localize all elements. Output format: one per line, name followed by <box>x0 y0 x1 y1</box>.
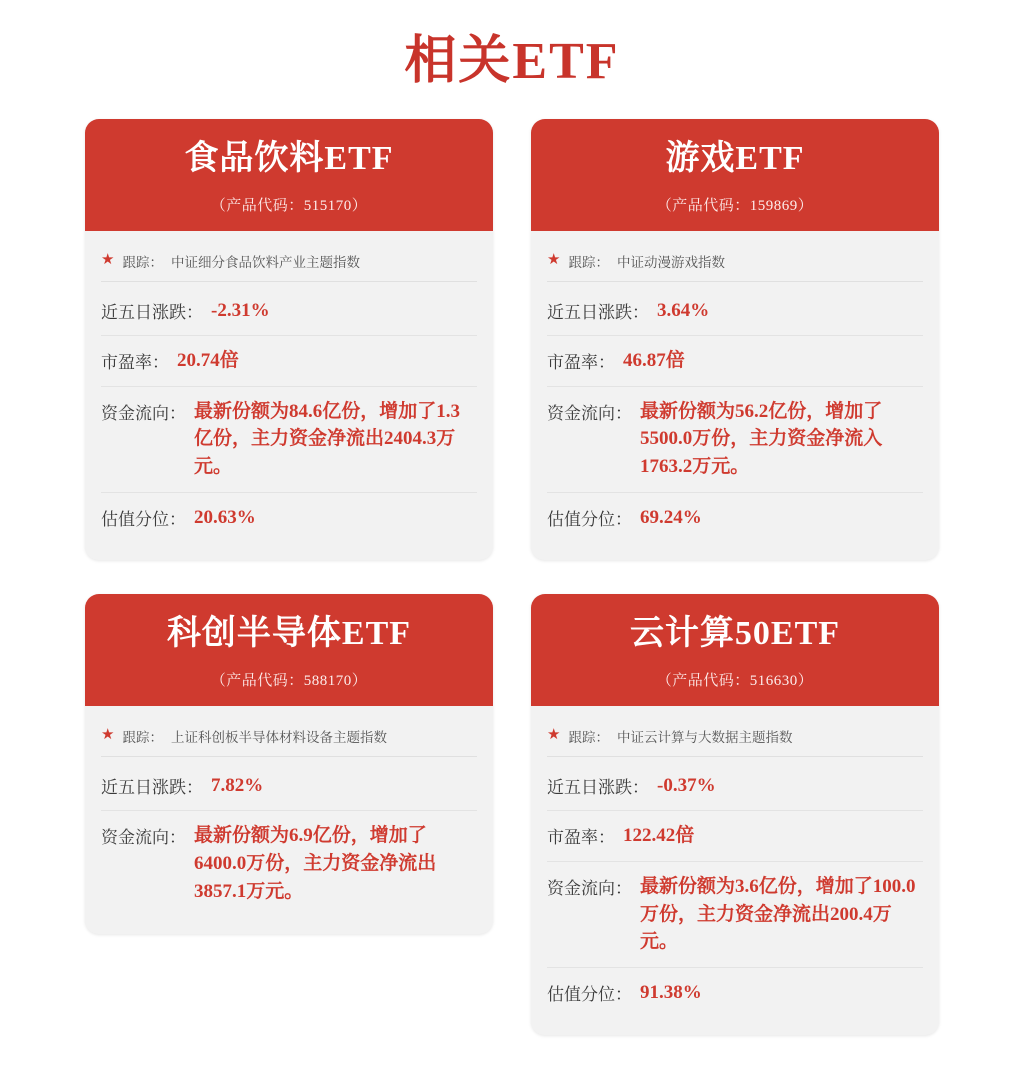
etf-track-row <box>547 720 923 757</box>
etf-valuation-label: 估值分位： <box>547 984 632 1004</box>
star-icon: ★ <box>547 252 561 269</box>
etf-flow-label: 资金流向： <box>547 403 632 423</box>
etf-five-day-value: 3.64% <box>657 299 710 321</box>
etf-track-label: 跟踪： <box>568 254 609 270</box>
etf-card[interactable] <box>531 119 939 560</box>
etf-card-header <box>531 594 939 706</box>
etf-fund-flow <box>547 862 923 968</box>
etf-flow-value: 最新份额为6.9亿份，增加了6400.0万份，主力资金净流出3857.1万元。 <box>194 825 437 902</box>
etf-name: 科创半导体ETF <box>166 615 412 653</box>
etf-track-label: 跟踪： <box>122 254 163 270</box>
etf-pe-ratio <box>101 336 477 387</box>
etf-name: 食品饮料ETF <box>184 140 394 177</box>
etf-five-day-value: -0.37% <box>657 774 716 796</box>
etf-valuation-label: 估值分位： <box>101 509 186 529</box>
etf-pe-label: 市盈率： <box>101 353 169 373</box>
etf-five-day-change <box>547 761 923 812</box>
etf-valuation-percentile <box>547 968 923 1018</box>
etf-fund-flow <box>101 387 477 493</box>
etf-valuation-percentile <box>101 493 477 543</box>
etf-track-value: 上证科创板半导体材料设备主题指数 <box>170 729 387 745</box>
etf-flow-value: 最新份额为84.6亿份，增加了1.3亿份，主力资金净流出2404.3万元。 <box>194 400 461 477</box>
etf-pe-value: 122.42倍 <box>623 825 695 847</box>
star-icon: ★ <box>547 727 561 744</box>
etf-five-day-change <box>547 286 923 337</box>
etf-pe-label: 市盈率： <box>547 828 615 848</box>
etf-valuation-value: 91.38% <box>640 981 702 1003</box>
etf-track-row <box>547 245 923 282</box>
star-icon: ★ <box>101 252 115 269</box>
etf-valuation-value: 20.63% <box>194 506 256 528</box>
etf-code: （产品代码：515170） <box>210 197 368 214</box>
etf-pe-label: 市盈率： <box>547 353 615 373</box>
etf-card-header <box>85 594 493 706</box>
etf-track-row <box>101 245 477 282</box>
etf-track-row <box>101 720 477 757</box>
etf-code: （产品代码：159869） <box>656 197 814 214</box>
etf-five-day-label: 近五日涨跌： <box>101 777 203 797</box>
etf-track-value: 中证云计算与大数据主题指数 <box>616 729 793 745</box>
etf-five-day-change <box>101 761 477 812</box>
etf-card[interactable] <box>85 594 493 934</box>
etf-flow-label: 资金流向： <box>101 403 186 423</box>
etf-card-header <box>85 119 493 231</box>
etf-name: 云计算50ETF <box>629 615 841 653</box>
etf-code: （产品代码：516630） <box>656 672 814 689</box>
star-icon: ★ <box>101 727 115 744</box>
page-title: 相关ETF <box>404 33 620 90</box>
etf-flow-value: 最新份额为56.2亿份，增加了5500.0万份，主力资金净流入1763.2万元。 <box>640 400 883 477</box>
etf-five-day-value: 7.82% <box>211 774 264 796</box>
etf-pe-ratio <box>547 811 923 862</box>
etf-card-body <box>85 706 493 934</box>
etf-pe-value: 20.74倍 <box>177 350 239 372</box>
etf-flow-value: 最新份额为3.6亿份，增加了100.0万份，主力资金净流出200.4万元。 <box>640 875 916 953</box>
etf-card[interactable] <box>85 119 493 560</box>
etf-valuation-value: 69.24% <box>640 506 702 528</box>
etf-valuation-percentile <box>547 493 923 543</box>
etf-flow-label: 资金流向： <box>547 878 632 898</box>
etf-five-day-label: 近五日涨跌： <box>547 302 649 322</box>
etf-card[interactable] <box>531 594 939 1035</box>
etf-track-value: 中证动漫游戏指数 <box>616 254 725 270</box>
etf-fund-flow <box>101 811 477 916</box>
etf-pe-value: 46.87倍 <box>623 350 685 372</box>
etf-track-value: 中证细分食品饮料产业主题指数 <box>170 254 360 270</box>
etf-pe-ratio <box>547 336 923 387</box>
etf-code: （产品代码：588170） <box>210 672 368 689</box>
etf-card-header <box>531 119 939 231</box>
etf-card-body <box>85 231 493 560</box>
etf-fund-flow <box>547 387 923 493</box>
etf-five-day-value: -2.31% <box>211 299 270 321</box>
etf-card-body <box>531 231 939 560</box>
etf-five-day-change <box>101 286 477 337</box>
etf-flow-label: 资金流向： <box>101 828 186 848</box>
etf-valuation-label: 估值分位： <box>547 509 632 529</box>
etf-track-label: 跟踪： <box>122 729 163 745</box>
etf-track-label: 跟踪： <box>568 729 609 745</box>
etf-card-grid <box>0 119 1024 1035</box>
etf-five-day-label: 近五日涨跌： <box>101 302 203 322</box>
etf-card-body <box>531 706 939 1035</box>
etf-name: 游戏ETF <box>665 140 805 177</box>
etf-five-day-label: 近五日涨跌： <box>547 777 649 797</box>
